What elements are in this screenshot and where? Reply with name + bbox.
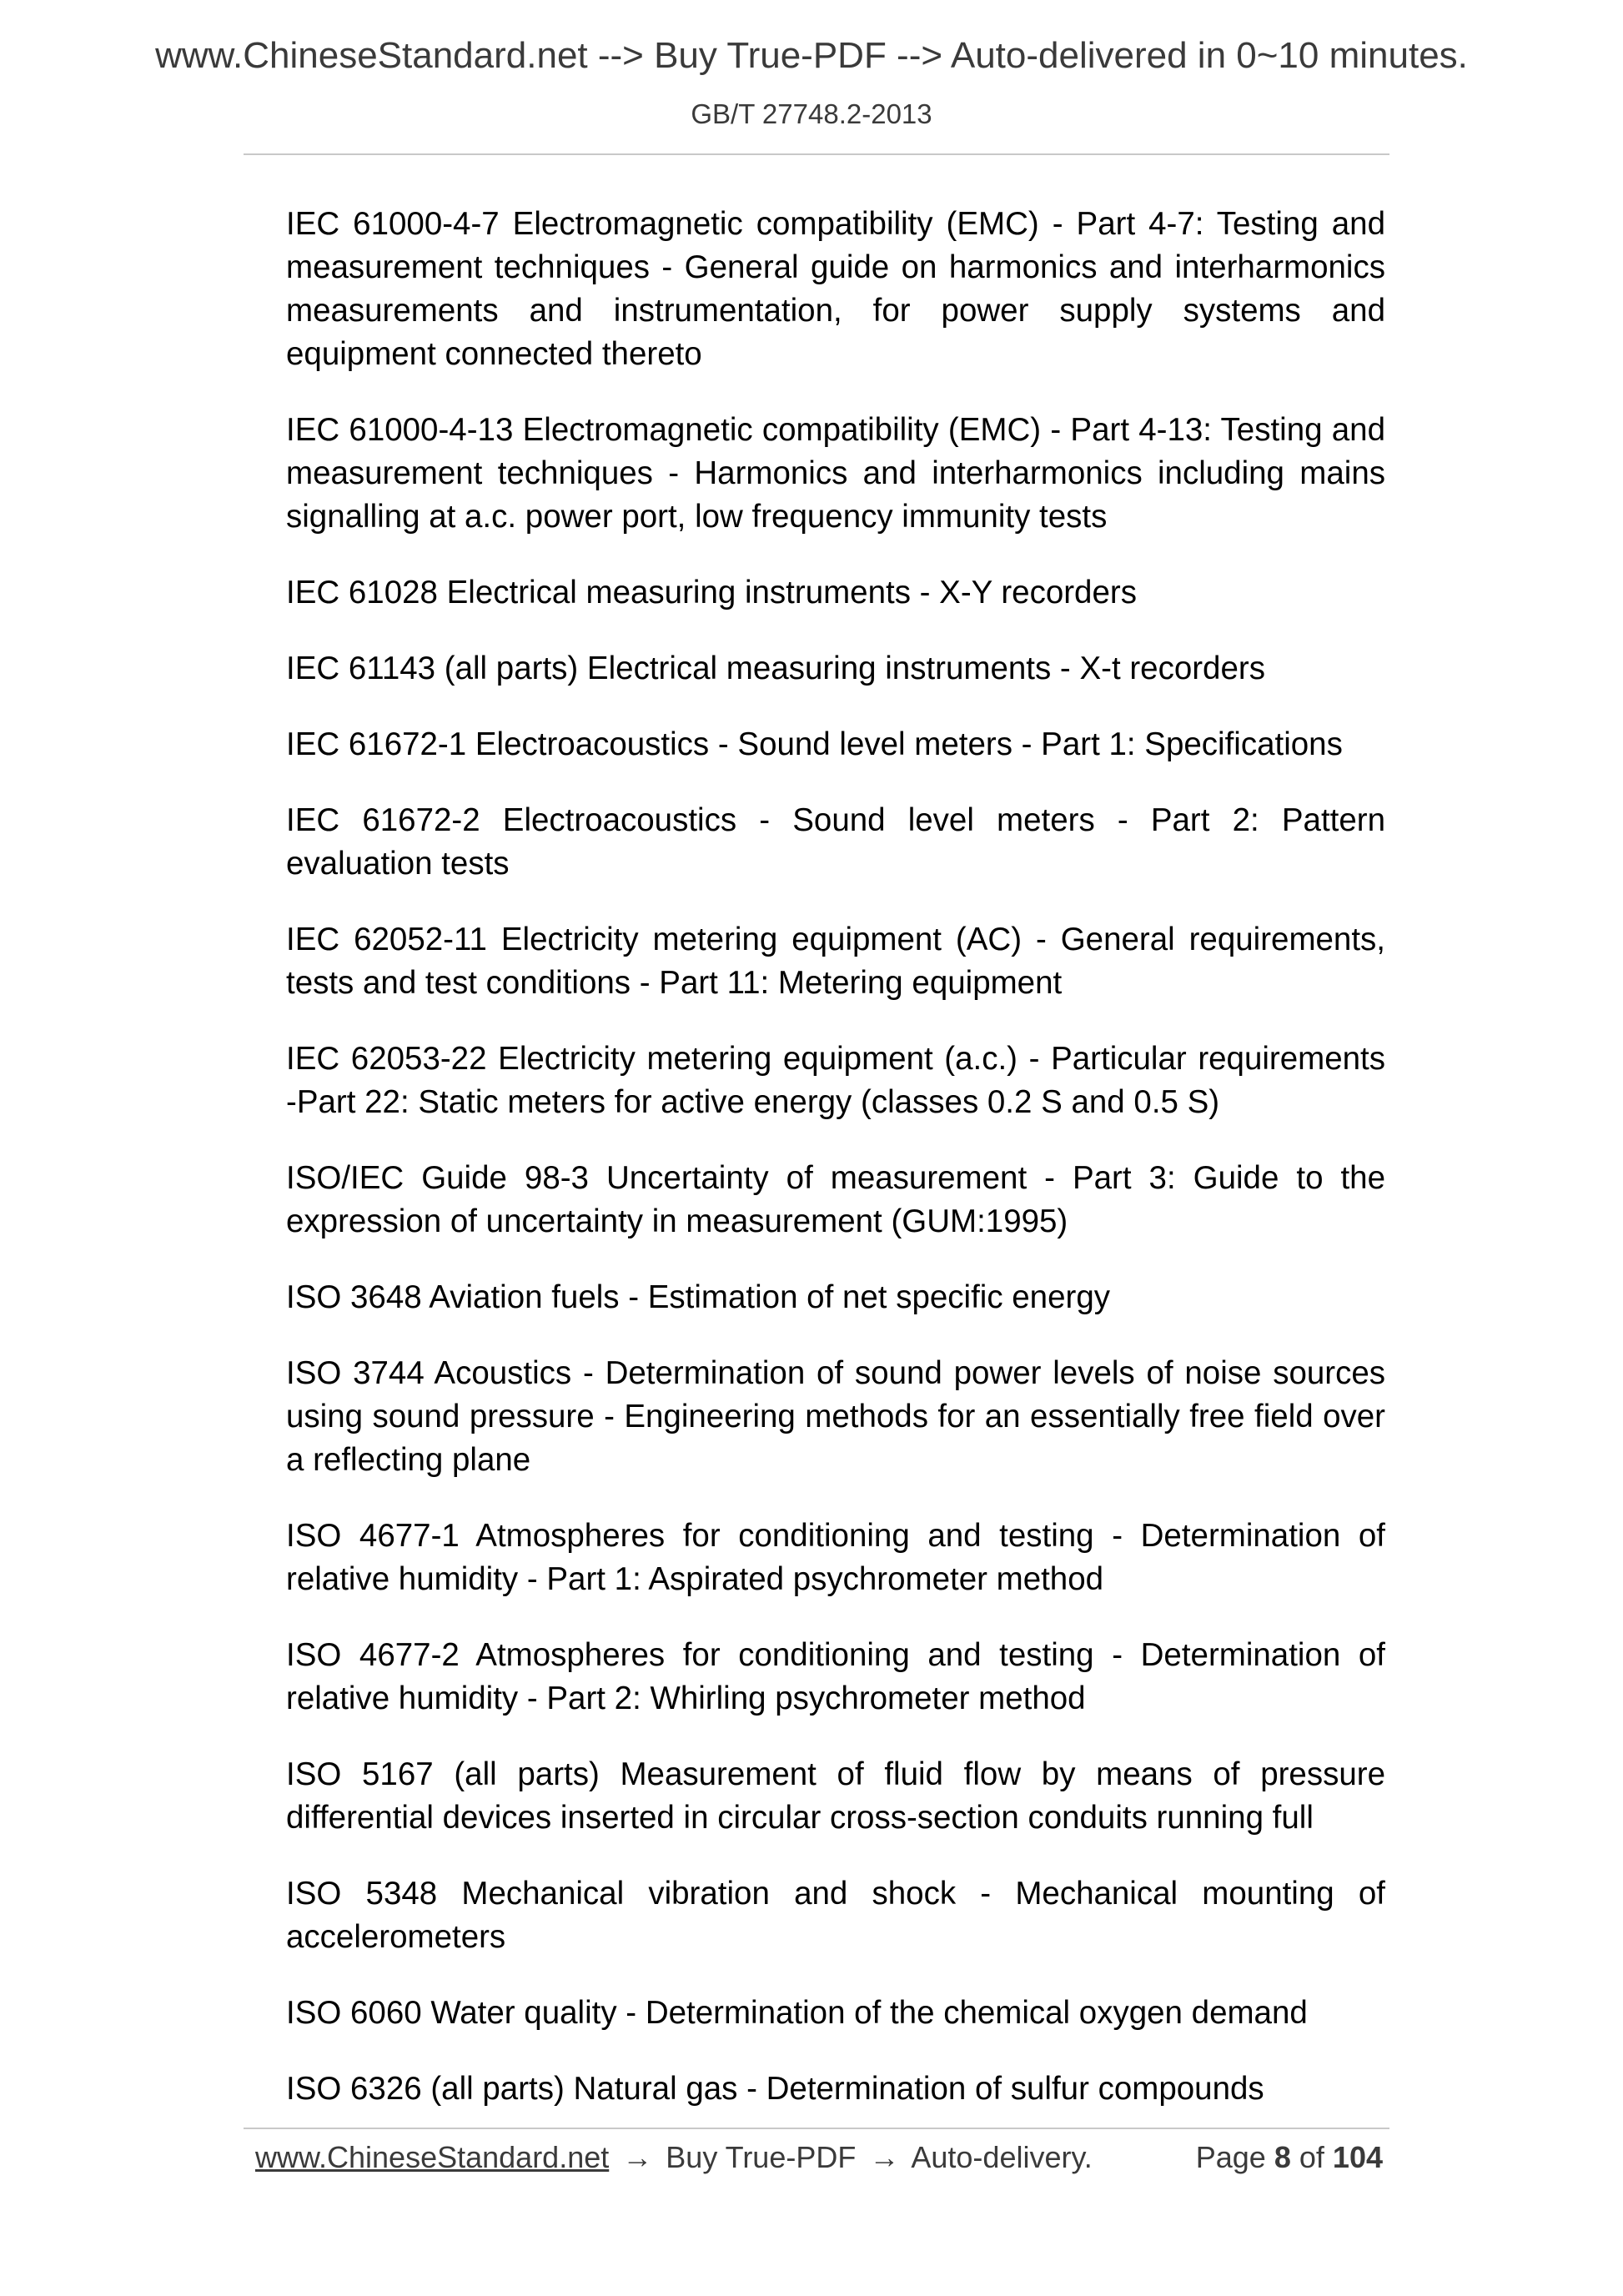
- page-number: 8: [1274, 2140, 1291, 2174]
- reference-item: IEC 61672-1 Electroacoustics - Sound level meters - Part 1: Specifications: [286, 726, 1343, 762]
- reference-item: ISO 6060 Water quality - Determination of the chemical oxygen demand: [286, 1995, 1308, 2031]
- reference-item: ISO 5348 Mechanical vibration and shock - Mechanical mounting of accelerometers: [286, 1876, 1385, 1955]
- reference-item: IEC 62053-22 Electricity metering equipment (a.c.) - Particular requirements -Part 22: Static meters for active energy (classes 0.2 S and 0.5 S): [286, 1041, 1385, 1120]
- reference-item: IEC 61143 (all parts) Electrical measuring instruments - X-t recorders: [286, 651, 1265, 686]
- page-footer: [255, 2140, 1383, 2182]
- buy-true-pdf-text: Buy True-PDF: [666, 2140, 857, 2174]
- header-divider: [244, 153, 1389, 155]
- standard-code: GB/T 27748.2-2013: [691, 98, 932, 129]
- total-pages: 104: [1332, 2140, 1383, 2174]
- footer-promo: [255, 2140, 1093, 2175]
- reference-list: [286, 203, 1385, 2143]
- reference-item: ISO 3744 Acoustics - Determination of sound power levels of noise sources using sound pressure - Engineering methods for an essentially free field over a reflecting plane: [286, 1355, 1385, 1478]
- reference-item: IEC 61000-4-13 Electromagnetic compatibility (EMC) - Part 4-13: Testing and measurement techniques - Harmonics and interharmonics including mains signalling at a.c. power port, low frequency immunity tests: [286, 412, 1385, 535]
- reference-item: ISO 6326 (all parts) Natural gas - Determination of sulfur compounds: [286, 2071, 1264, 2107]
- reference-item: ISO 5167 (all parts) Measurement of fluid flow by means of pressure differential devices inserted in circular cross-section conduits running full: [286, 1756, 1385, 1836]
- reference-item: IEC 61000-4-7 Electromagnetic compatibility (EMC) - Part 4-7: Testing and measurement techniques - General guide on harmonics and interharmonics measurements and instrumentation, for power supply systems and equipment connected thereto: [286, 206, 1385, 372]
- reference-item: IEC 62052-11 Electricity metering equipment (AC) - General requirements, tests and test conditions - Part 11: Metering equipment: [286, 922, 1385, 1001]
- reference-item: ISO 3648 Aviation fuels - Estimation of net specific energy: [286, 1279, 1110, 1315]
- reference-item: ISO 4677-1 Atmospheres for conditioning and testing - Determination of relative humidity - Part 1: Aspirated psychrometer method: [286, 1518, 1385, 1597]
- of-label: of: [1299, 2140, 1324, 2174]
- page-label: Page: [1195, 2140, 1266, 2174]
- site-link[interactable]: www.ChineseStandard.net: [255, 2140, 610, 2174]
- page-indicator: [1196, 2140, 1383, 2175]
- arrow-right-icon: →: [869, 2140, 900, 2174]
- top-banner: www.ChineseStandard.net --> Buy True-PDF --> Auto-delivered in 0~10 minutes.: [155, 35, 1468, 76]
- reference-item: ISO/IEC Guide 98-3 Uncertainty of measurement - Part 3: Guide to the expression of uncertainty in measurement (GUM:1995): [286, 1160, 1385, 1239]
- footer-divider: [244, 2128, 1389, 2129]
- reference-item: IEC 61672-2 Electroacoustics - Sound level meters - Part 2: Pattern evaluation tests: [286, 802, 1385, 882]
- reference-item: IEC 61028 Electrical measuring instruments - X-Y recorders: [286, 575, 1137, 610]
- arrow-right-icon: →: [622, 2140, 653, 2174]
- reference-item: ISO 4677-2 Atmospheres for conditioning and testing - Determination of relative humidity - Part 2: Whirling psychrometer method: [286, 1637, 1385, 1716]
- auto-delivery-text: Auto-delivery.: [911, 2140, 1093, 2174]
